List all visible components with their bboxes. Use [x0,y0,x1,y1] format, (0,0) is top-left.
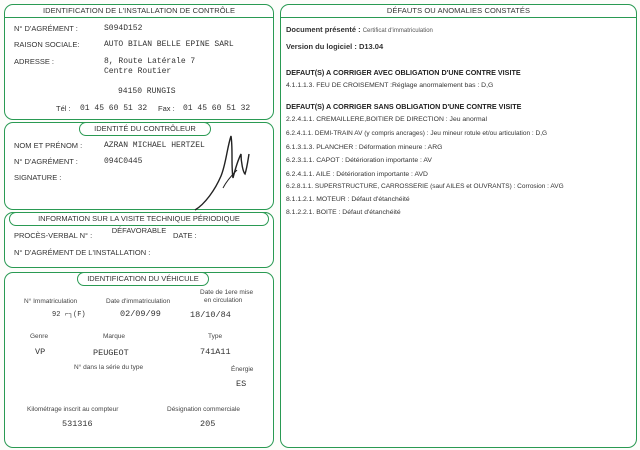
defect-item: 6.2.4.1.1. DEMI-TRAIN AV (y compris ancrages) : Jeu mineur rotule et/ou articulation : D,G [286,130,548,137]
date-circ-label-2: en circulation [204,297,243,304]
controleur-agrement-value: 094C0445 [104,157,143,166]
section2-title: DEFAUT(S) A CORRIGER SANS OBLIGATION D'UNE CONTRE VISITE [286,102,522,111]
logiciel-label: Version du logiciel : [286,42,357,51]
fax-value: 01 45 60 51 32 [183,104,251,113]
immat-label: N° Immatriculation [24,298,78,305]
adresse-line3: 94150 RUNGIS [118,87,176,96]
defauts-header: DÉFAUTS OU ANOMALIES CONSTATÉS [281,5,636,18]
energie-label: Énergie [231,366,254,373]
doc-value: Certificat d'immatriculation [362,28,433,34]
date-circ-label-1: Date de 1ere mise [200,289,254,296]
adresse-line2: Centre Routier [104,67,172,76]
controleur-header: IDENTITÉ DU CONTRÔLEUR [79,122,211,136]
controleur-agrement-label: N° D'AGRÉMENT : [14,157,78,166]
pv-label: PROCÈS-VERBAL N° : [14,231,93,240]
defect-item: 8.1.1.2.1. MOTEUR : Défaut d'étanchéité [286,196,410,203]
tel-label: Tél : [56,104,71,113]
vehicule-header: IDENTIFICATION DU VÉHICULE [77,272,209,286]
defect-item: 4.1.1.1.3. FEU DE CROISEMENT :Réglage anormalement bas : D,G [286,82,494,89]
date-immat-value: 02/09/99 [120,309,161,319]
doc-label: Document présenté : [286,25,361,34]
installation-agrement-value: S094D152 [104,24,143,33]
fax-label: Fax : [158,104,175,113]
marque-label: Marque [103,333,126,340]
installation-agrement-label: N° D'AGRÉMENT : [14,24,78,33]
date-immat-label: Date d'immatriculation [106,298,171,305]
visite-date-label: DATE : [173,231,197,240]
defect-item: 6.2.8.1.1. SUPERSTRUCTURE, CARROSSERIE (sauf AILES et OUVRANTS) : Corrosion : AVG [286,183,564,190]
visite-header: INFORMATION SUR LA VISITE TECHNIQUE PÉRIODIQUE DÉFAVORABLE [9,212,269,226]
energie-value: ES [236,379,247,389]
km-label: Kilométrage inscrit au compteur [27,406,119,413]
serie-label: N° dans la série du type [74,364,144,371]
marque-value: PEUGEOT [93,348,129,358]
defect-item: 2.2.4.1.1. CREMAILLERE,BOITIER DE DIRECTION : Jeu anormal [286,116,487,123]
signature-label: SIGNATURE : [14,173,62,182]
adresse-line1: 8, Route Latérale 7 [104,57,196,66]
type-label: Type [208,333,223,340]
adresse-label: ADRESSE : [14,57,55,66]
defect-item: 6.1.3.1.3. PLANCHER : Déformation mineure : ARG [286,144,443,151]
defect-item: 6.2.4.1.1. AILE : Détérioration importante : AVD [286,171,428,178]
date-circ-value: 18/10/84 [190,310,231,320]
km-value: 531316 [62,419,93,429]
installation-header: IDENTIFICATION DE L'INSTALLATION DE CONTRÔLE [5,5,273,18]
signature-drawing [193,128,253,214]
immat-value: 92 ⌐┐(F) [52,311,86,319]
document-presente [286,25,433,34]
nom-label: NOM ET PRÉNOM : [14,141,83,150]
defect-item: 8.1.2.2.1. BOITE : Défaut d'étanchéité [286,209,401,216]
tel-value: 01 45 60 51 32 [80,104,148,113]
section1-title: DEFAUT(S) A CORRIGER AVEC OBLIGATION D'UNE CONTRE VISITE [286,68,521,77]
visite-panel [4,212,274,268]
visite-agrement-label: N° D'AGRÉMENT DE L'INSTALLATION : [14,248,151,257]
designation-value: 205 [200,419,216,429]
defect-item: 6.2.3.1.1. CAPOT : Détérioration importante : AV [286,157,432,164]
raison-sociale-value: AUTO BILAN BELLE EPINE SARL [104,40,234,49]
genre-label: Genre [30,333,49,340]
logiciel-value: D13.04 [358,42,384,51]
designation-label: Désignation commerciale [167,406,240,413]
version-logiciel [286,42,383,51]
genre-value: VP [35,347,46,357]
raison-sociale-label: RAISON SOCIALE: [14,40,80,49]
type-value: 741A11 [200,347,231,357]
nom-value: AZRAN MICHAEL HERTZEL [104,141,205,150]
